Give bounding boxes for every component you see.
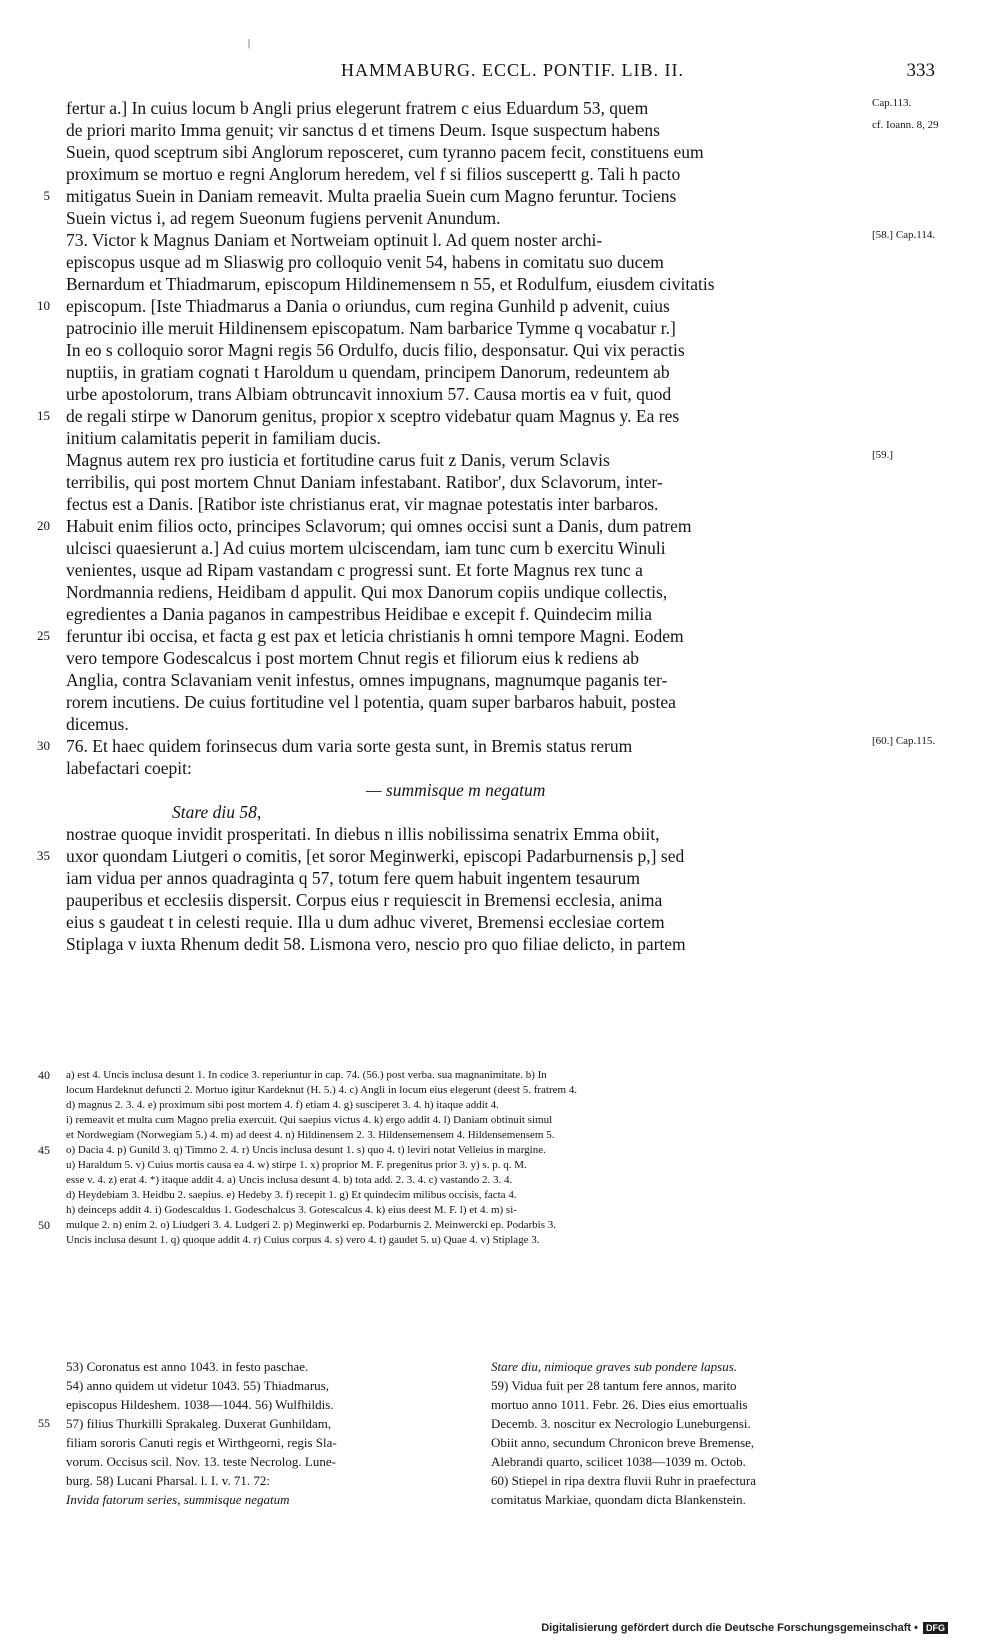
line-text: rorem incutiens. De cuius fortitudine vel l potentia, quam super barbaros habuit, postea [66, 692, 676, 712]
notes-left-column [38, 1357, 466, 1509]
digitization-credit [541, 1622, 948, 1634]
text-line [37, 405, 926, 427]
line-text: nuptiis, in gratiam cognati t Haroldum u quendam, principem Danorum, redeuntem ab [66, 362, 670, 382]
text-line [66, 1433, 466, 1452]
text-line [66, 801, 926, 823]
line-number: 30 [37, 738, 50, 753]
line-text: iam vidua per annos quadraginta q 57, totum fere quem habuit ingentem tesaurum [66, 868, 640, 888]
line-number: 25 [37, 628, 50, 643]
line-text: d) Heydebiam 3. Heidbu 2. saepius. e) Hedeby 3. f) recepit 1. g) Et quindecim milibus occisis, facta 4. [66, 1189, 517, 1201]
line-text: pauperibus et ecclesiis dispersit. Corpus eius r requiescit in Bremensi ecclesia, anima [66, 890, 663, 910]
text-line [38, 1068, 936, 1083]
line-text: proximum se mortuo e regni Anglorum heredem, vel f si filios suscepertt g. Tali h pacto [66, 164, 681, 184]
line-text: mulque 2. n) enim 2. o) Liudgeri 3. 4. Ludgeri 2. p) Meginwerki ep. Podarburnis 2. Meinwercki ep. Podarbis 3. [66, 1219, 557, 1231]
text-line [66, 581, 926, 603]
text-line [491, 1490, 891, 1509]
line-text: Invida fatorum series, summisque negatum [66, 1492, 290, 1507]
text-line [66, 1128, 936, 1143]
line-text: 57) filius Thurkilli Sprakaleg. Duxerat Gunhildam, [66, 1416, 332, 1431]
line-text: 53) Coronatus est anno 1043. in festo paschae. [66, 1359, 309, 1374]
text-line [66, 889, 926, 911]
line-text: 54) anno quidem ut videtur 1043. 55) Thiadmarus, [66, 1378, 329, 1393]
text-line [66, 1158, 936, 1173]
text-line [66, 1113, 936, 1128]
running-header [90, 60, 935, 86]
text-line [491, 1395, 891, 1414]
line-text: dicemus. [66, 714, 129, 734]
line-text: patrocinio ille meruit Hildinensem episcopatum. Nam barbarice Tymme q vocabatur r.] [66, 318, 676, 338]
text-line [491, 1471, 891, 1490]
line-text: nostrae quoque invidit prosperitati. In diebus n illis nobilissima senatrix Emma obiit, [66, 824, 660, 844]
text-line [66, 471, 926, 493]
text-line [66, 1188, 936, 1203]
notes-right-column [491, 1357, 891, 1509]
line-text: uxor quondam Liutgeri o comitis, [et soror Meginwerki, episcopi Padarburnensis p,] sed [66, 846, 685, 866]
line-text: labefactari coepit: [66, 758, 192, 778]
text-line [66, 141, 926, 163]
text-line [66, 757, 926, 779]
text-line [491, 1433, 891, 1452]
credit-text: Digitalisierung gefördert durch die Deutsche Forschungsgemeinschaft • [541, 1622, 918, 1634]
line-number: 50 [38, 1218, 50, 1232]
text-line [491, 1414, 891, 1433]
margin-reference: [58.] Cap.114. [872, 229, 936, 241]
text-line [37, 515, 926, 537]
text-line [66, 1203, 936, 1218]
line-text: Decemb. 3. noscitur ex Necrologio Luneburgensi. [491, 1416, 751, 1431]
line-text: et Nordwegiam (Norwegiam 5.) 4. m) ad deest 4. n) Hildinensem 2. 3. Hildensemensem 4. Hildensemensem 5. [66, 1129, 555, 1141]
text-line [66, 229, 936, 251]
line-text: h) deinceps addit 4. i) Godescaldus 1. Godeschalcus 3. Gotescalcus 4. k) eius deest M. F. l) et 4. m) si- [66, 1204, 517, 1216]
critical-apparatus [38, 1068, 936, 1248]
text-line [37, 295, 926, 317]
text-line [66, 1083, 936, 1098]
text-line [66, 669, 926, 691]
page-tick-mark: | [248, 38, 251, 49]
text-line [66, 207, 926, 229]
text-line [66, 1173, 936, 1188]
line-text: ulcisci quaesierunt a.] Ad cuius mortem ulciscendam, iam tunc cum b exercitu Winuli [66, 538, 666, 558]
line-text: Suein victus i, ad regem Sueonum fugiens pervenit Anundum. [66, 208, 501, 228]
text-line [66, 603, 926, 625]
line-text: filiam sororis Canuti regis et Wirthgeorni, regis Sla- [66, 1435, 337, 1450]
text-line [66, 647, 926, 669]
text-line [66, 251, 926, 273]
line-text: mortuo anno 1011. Febr. 26. Dies eius emortualis [491, 1397, 748, 1412]
text-line [66, 823, 926, 845]
line-number: 40 [38, 1068, 50, 1082]
main-text-block [37, 97, 939, 955]
line-text: mitigatus Suein in Daniam remeavit. Multa praelia Suein cum Magno feruntur. Tociens [66, 186, 677, 206]
line-text: Anglia, contra Sclavaniam venit infestus, omnes impugnans, magnumque paganis ter- [66, 670, 668, 690]
text-line [66, 383, 926, 405]
text-line [66, 339, 926, 361]
line-text: Stare diu, nimioque graves sub pondere lapsus. [491, 1359, 738, 1374]
text-line [491, 1452, 891, 1471]
text-line [66, 1233, 936, 1248]
verse-quote: Stare diu 58, [172, 802, 262, 822]
line-text: Nordmannia rediens, Heidibam d appulit. Qui mox Danorum copiis undique collectis, [66, 582, 668, 602]
line-text: vero tempore Godescalcus i post mortem Chnut regis et filiorum eius k rediens ab [66, 648, 639, 668]
line-text: comitatus Markiae, quondam dicta Blankenstein. [491, 1492, 746, 1507]
line-text: o) Dacia 4. p) Gunild 3. q) Timmo 2. 4. r) Uncis inclusa desunt 1. s) quo 4. t) leviri notat Velleius in margine. [66, 1144, 546, 1156]
text-line [66, 1357, 466, 1376]
line-text: esse v. 4. z) erat 4. *) itaque addit 4. a) Uncis inclusa desunt 4. b) tota add. 2. 3. 4. c) vastando 2. 3. 4. [66, 1174, 513, 1186]
line-text: burg. 58) Lucani Pharsal. l. I. v. 71. 72: [66, 1473, 270, 1488]
text-line [66, 427, 926, 449]
line-text: urbe apostolorum, trans Albiam obtruncavit innoxium 57. Causa mortis ea v fuit, quod [66, 384, 672, 404]
line-text: u) Haraldum 5. v) Cuius mortis causa ea 4. w) stirpe 1. x) proprior M. F. pregenitus prior 3. y) s. p. q. M. [66, 1159, 527, 1171]
line-text: feruntur ibi occisa, et facta g est pax et leticia christianis h omni tempore Magni. Eodem [66, 626, 684, 646]
line-text: vorum. Occisus scil. Nov. 13. teste Necrolog. Lune- [66, 1454, 336, 1469]
line-text: 59) Vidua fuit per 28 tantum fere annos, marito [491, 1378, 737, 1393]
line-text: In eo s colloquio soror Magni regis 56 Ordulfo, ducis filio, desponsatur. Qui vix peractis [66, 340, 685, 360]
text-line [66, 559, 926, 581]
text-line [38, 1143, 936, 1158]
line-number: 15 [37, 408, 50, 423]
line-number: 20 [37, 518, 50, 533]
text-line [66, 273, 926, 295]
line-text: Stiplaga v iuxta Rhenum dedit 58. Lismona vero, nescio pro quo filiae delicto, in partem [66, 934, 686, 954]
text-line [66, 361, 926, 383]
text-line [66, 97, 926, 119]
text-line [66, 449, 926, 471]
text-line [66, 537, 926, 559]
line-text: episcopum. [Iste Thiadmarus a Dania o oriundus, cum regina Gunhild p advenit, cuius [66, 296, 670, 316]
text-line [66, 713, 926, 735]
line-text: 60) Stiepel in ripa dextra fluvii Ruhr in praefectura [491, 1473, 756, 1488]
running-title: HAMMABURG. ECCL. PONTIF. LIB. II. [340, 60, 685, 80]
line-text: Uncis inclusa desunt 1. q) quoque addit 4. r) Cuius corpus 4. s) vero 4. t) gaudet 5. u) Quae 4. v) Stiplage 3. [66, 1234, 540, 1246]
line-text: de priori marito Imma genuit; vir sanctus d et timens Deum. Isque suspectum habens [66, 120, 660, 140]
text-line [37, 735, 936, 757]
text-line [66, 163, 926, 185]
line-text: fertur a.] In cuius locum b Angli prius elegerunt fratrem c eius Eduardum 53, quem [66, 98, 649, 118]
text-line [66, 1395, 466, 1414]
line-text: d) magnus 2. 3. 4. e) proximum sibi post mortem 4. f) etiam 4. g) susciperet 3. 4. h) itaque addit 4. [66, 1099, 499, 1111]
text-line [66, 691, 926, 713]
line-text: Alebrandi quarto, scilicet 1038—1039 m. Octob. [491, 1454, 746, 1469]
line-text: i) remeavit et multa cum Magno prelia exercuit. Qui saepius victus 4. k) ergo addit 4. l) Daniam obtinuit simul [66, 1114, 553, 1126]
text-line [66, 1098, 936, 1113]
text-line [66, 493, 926, 515]
line-text: Habuit enim filios octo, principes Sclavorum; qui omnes occisi sunt a Danis, dum patrem [66, 516, 692, 536]
line-text: Suein, quod sceptrum sibi Anglorum reposceret, cum tyranno pacem fecit, constituens eum [66, 142, 704, 162]
text-line [491, 1357, 891, 1376]
dfg-logo: DFG [923, 1622, 948, 1634]
text-line [66, 1490, 466, 1509]
line-text: episcopus Hildeshem. 1038—1044. 56) Wulfhildis. [66, 1397, 334, 1412]
text-line [66, 1376, 466, 1395]
text-line [66, 1452, 466, 1471]
line-text: Obiit anno, secundum Chronicon breve Bremense, [491, 1435, 755, 1450]
text-line [43, 185, 926, 207]
line-text: Bernardum et Thiadmarum, episcopum Hildinemensem n 55, et Rodulfum, eiusdem civitatis [66, 274, 715, 294]
line-text: a) est 4. Uncis inclusa desunt 1. In codice 3. reperiuntur in cap. 74. (56.) post verba. sua magnanimitate. b) In [66, 1069, 547, 1081]
line-text: episcopus usque ad m Sliaswig pro colloquio venit 54, habens in comitatu suo ducem [66, 252, 664, 272]
line-text: eius s gaudeat t in celesti requie. Illa u dum adhuc viveret, Bremensi ecclesiae cortem [66, 912, 665, 932]
margin-reference: [60.] Cap.115. [872, 735, 936, 747]
text-line [66, 911, 926, 933]
text-line [37, 845, 926, 867]
line-text: terribilis, qui post mortem Chnut Daniam infestabant. Ratibor', dux Sclavorum, inter- [66, 472, 663, 492]
line-text: egredientes a Dania paganos in campestribus Heidibae e excepit f. Quindecim milia [66, 604, 653, 624]
text-line [38, 1218, 936, 1233]
line-number: 5 [43, 188, 50, 203]
text-line [37, 625, 926, 647]
line-text: 73. Victor k Magnus Daniam et Nortweiam optinuit l. Ad quem noster archi- [66, 230, 603, 250]
line-number: 10 [37, 298, 50, 313]
line-text: 76. Et haec quidem forinsecus dum varia sorte gesta sunt, in Bremis status rerum [66, 736, 633, 756]
line-number: 45 [38, 1143, 50, 1157]
line-text: fectus est a Danis. [Ratibor iste christianus erat, vir magnae potestatis inter barbaros. [66, 494, 659, 514]
text-line [66, 1471, 466, 1490]
text-line [66, 119, 939, 141]
text-line [38, 1414, 466, 1433]
margin-reference: Cap.113. [872, 97, 912, 109]
verse-quote: — summisque m negatum [366, 780, 546, 800]
margin-reference: [59.] [872, 449, 894, 461]
line-text: venientes, usque ad Ripam vastandam c progressi sunt. Et forte Magnus rex tunc a [66, 560, 643, 580]
line-number: 35 [37, 848, 50, 863]
line-text: initium calamitatis peperit in familiam ducis. [66, 428, 381, 448]
text-line [66, 867, 926, 889]
line-text: de regali stirpe w Danorum genitus, propior x sceptro videbatur quam Magnus y. Ea res [66, 406, 680, 426]
page-number: 333 [906, 60, 935, 81]
margin-reference: cf. Ioann. 8, 29 [872, 119, 939, 131]
text-line [66, 779, 926, 801]
text-line [491, 1376, 891, 1395]
line-number: 55 [38, 1416, 50, 1430]
text-line [66, 933, 926, 955]
text-line [66, 317, 926, 339]
line-text: Magnus autem rex pro iusticia et fortitudine carus fuit z Danis, verum Sclavis [66, 450, 610, 470]
line-text: locum Hardeknut defuncti 2. Mortuo igitur Kardeknut (H. 5.) 4. c) Angli in locum eius elegerunt (deest 5. fratrem 4. [66, 1084, 578, 1096]
